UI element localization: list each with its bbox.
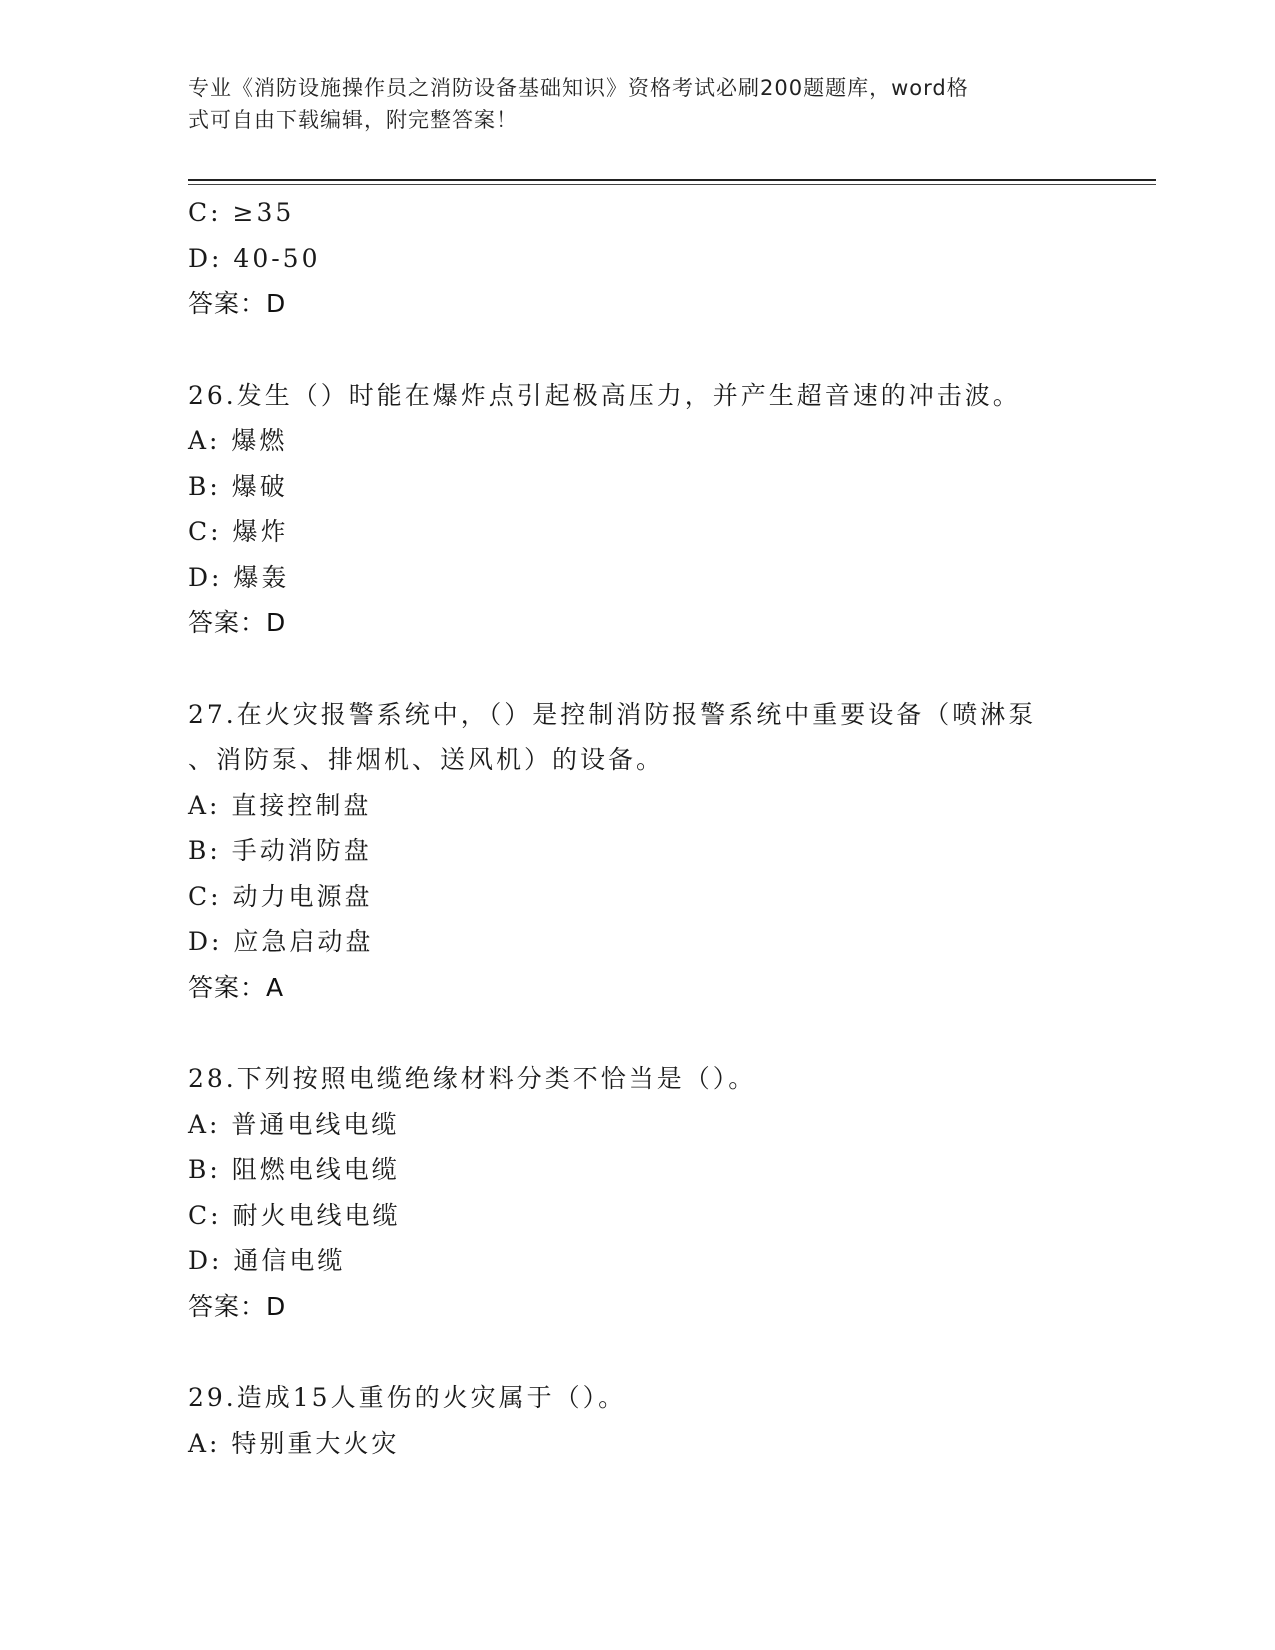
answer: 答案：D: [188, 608, 287, 637]
option-d: D: 爆轰: [188, 562, 290, 592]
header-rule-thick: [188, 179, 1156, 181]
header-rule-thin: [188, 184, 1156, 185]
answer: 答案：D: [188, 289, 287, 318]
question-list: [188, 190, 1088, 1466]
spacer: [188, 1010, 1088, 1056]
option-c: C: 动力电源盘: [188, 881, 373, 911]
spacer: [188, 646, 1088, 692]
option-c: C: ≥35: [188, 198, 295, 227]
question-stem: 26.发生（）时能在爆炸点引起极高压力，并产生超音速的冲击波。: [188, 380, 1021, 410]
header-line-1: 专业《消防设施操作员之消防设备基础知识》资格考试必刷200题题库，word格: [188, 76, 969, 100]
option-c: C: 耐火电线电缆: [188, 1200, 401, 1230]
option-b: B: 阻燃电线电缆: [188, 1155, 400, 1184]
spacer: [188, 327, 1088, 373]
spacer: [188, 1329, 1088, 1375]
question-27: [188, 692, 1088, 1011]
option-a: A: 直接控制盘: [188, 790, 372, 820]
header-line-2: 式可自由下载编辑，附完整答案！: [188, 108, 518, 132]
option-a: A: 普通电线电缆: [188, 1109, 400, 1139]
option-a: A: 爆燃: [188, 426, 288, 455]
question-29: [188, 1375, 1088, 1466]
option-a: A: 特别重大火灾: [188, 1428, 400, 1458]
question-25-continuation: [188, 190, 1088, 327]
question-stem: 28.下列按照电缆绝缘材料分类不恰当是（）。: [188, 1064, 757, 1093]
option-b: B: 手动消防盘: [188, 836, 372, 865]
question-28: [188, 1056, 1088, 1329]
question-stem-line-2: 、消防泵、排烟机、送风机）的设备。: [188, 745, 665, 774]
option-b: B: 爆破: [188, 471, 288, 501]
question-stem: 29.造成15人重伤的火灾属于（）。: [188, 1383, 627, 1412]
option-d: D: 通信电缆: [188, 1246, 346, 1275]
option-d: D: 40-50: [188, 243, 321, 273]
option-c: C: 爆炸: [188, 517, 289, 546]
option-d: D: 应急启动盘: [188, 927, 374, 956]
question-stem-line-1: 27.在火灾报警系统中，（）是控制消防报警系统中重要设备（喷淋泵: [188, 699, 1037, 729]
question-26: [188, 373, 1088, 646]
document-header: [188, 72, 1068, 136]
answer: 答案：A: [188, 972, 285, 1002]
answer: 答案：D: [188, 1291, 287, 1321]
